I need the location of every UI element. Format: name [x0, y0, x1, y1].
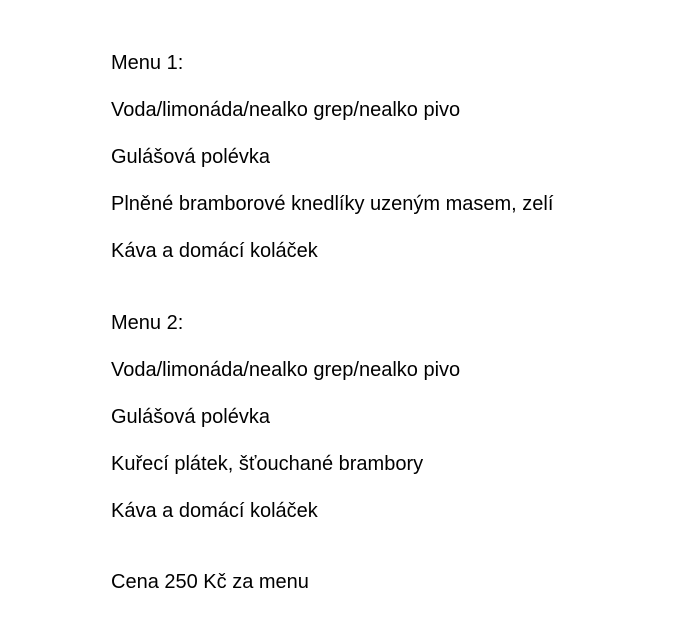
menu-2-item-dessert: Káva a domácí koláček — [111, 500, 318, 522]
menu-1-item-main: Plněné bramborové knedlíky uzeným masem, zelí — [111, 193, 554, 215]
menu-2-item-soup: Gulášová polévka — [111, 406, 270, 428]
menu-1-item-drinks: Voda/limonáda/nealko grep/nealko pivo — [111, 99, 461, 121]
menu-2-heading: Menu 2: — [111, 312, 184, 334]
menu-1-item-dessert: Káva a domácí koláček — [111, 240, 318, 262]
menu-1-item-soup: Gulášová polévka — [111, 146, 270, 168]
price-line: Cena 250 Kč za menu — [111, 571, 309, 593]
menu-2-item-main: Kuřecí plátek, šťouchané brambory — [111, 453, 424, 475]
menu-2-item-drinks: Voda/limonáda/nealko grep/nealko pivo — [111, 359, 461, 381]
menu-1-heading: Menu 1: — [111, 52, 184, 74]
menu-document — [111, 0, 671, 644]
